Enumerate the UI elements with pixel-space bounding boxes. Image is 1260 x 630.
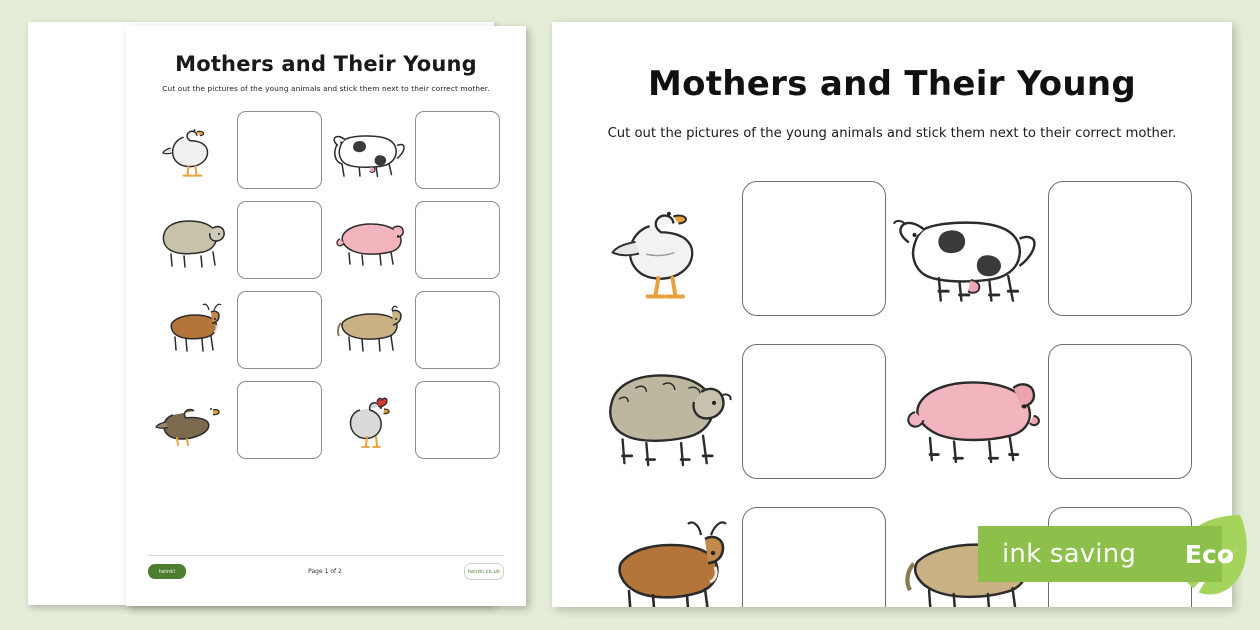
animal-goose <box>148 108 233 192</box>
answer-box[interactable] <box>415 201 500 279</box>
animal-cow <box>892 174 1042 324</box>
worksheet-grid-small <box>126 105 526 465</box>
twinkl-logo: twinkl <box>148 564 186 579</box>
animal-hen <box>326 378 411 462</box>
animal-goose <box>586 174 736 324</box>
animal-horse <box>326 288 411 372</box>
answer-box[interactable] <box>237 381 322 459</box>
page-instruction: Cut out the pictures of the young animals and stick them next to their correct mother. <box>607 126 1177 141</box>
page-number: Page 1 of 2 <box>308 568 342 575</box>
worksheet-row <box>148 375 504 465</box>
worksheet-row <box>148 285 504 375</box>
answer-box[interactable] <box>415 111 500 189</box>
page-title: Mothers and Their Young <box>647 64 1137 104</box>
eco-label: Eco <box>1184 540 1234 569</box>
answer-box[interactable] <box>742 344 886 479</box>
worksheet-row <box>148 105 504 195</box>
animal-goat <box>148 288 233 372</box>
worksheet-page-main[interactable] <box>552 22 1232 607</box>
answer-box[interactable] <box>237 291 322 369</box>
answer-box[interactable] <box>742 181 886 316</box>
answer-box[interactable] <box>415 291 500 369</box>
animal-sheep <box>586 337 736 487</box>
answer-box[interactable] <box>1048 181 1192 316</box>
animal-cow <box>326 108 411 192</box>
page-instruction-small: Cut out the pictures of the young animals and stick them next to their correct mother. <box>162 84 490 93</box>
worksheet-row <box>586 330 1198 493</box>
answer-box[interactable] <box>1048 344 1192 479</box>
answer-box[interactable] <box>237 201 322 279</box>
answer-box[interactable] <box>237 111 322 189</box>
animal-goat <box>586 500 736 608</box>
animal-duck <box>148 378 233 462</box>
twinkl-url: twinkl.co.uk <box>464 563 504 580</box>
answer-box[interactable] <box>742 507 886 607</box>
animal-pig <box>326 198 411 282</box>
ink-saving-label: ink saving <box>1002 539 1137 569</box>
animal-sheep <box>148 198 233 282</box>
page-footer-small <box>148 555 504 580</box>
worksheet-page-thumbnail[interactable] <box>126 26 526 606</box>
worksheet-row <box>148 195 504 285</box>
worksheet-row <box>586 167 1198 330</box>
animal-pig <box>892 337 1042 487</box>
answer-box[interactable] <box>415 381 500 459</box>
page-title-small: Mothers and Their Young <box>175 52 477 76</box>
ink-saving-eco-badge <box>978 522 1260 584</box>
